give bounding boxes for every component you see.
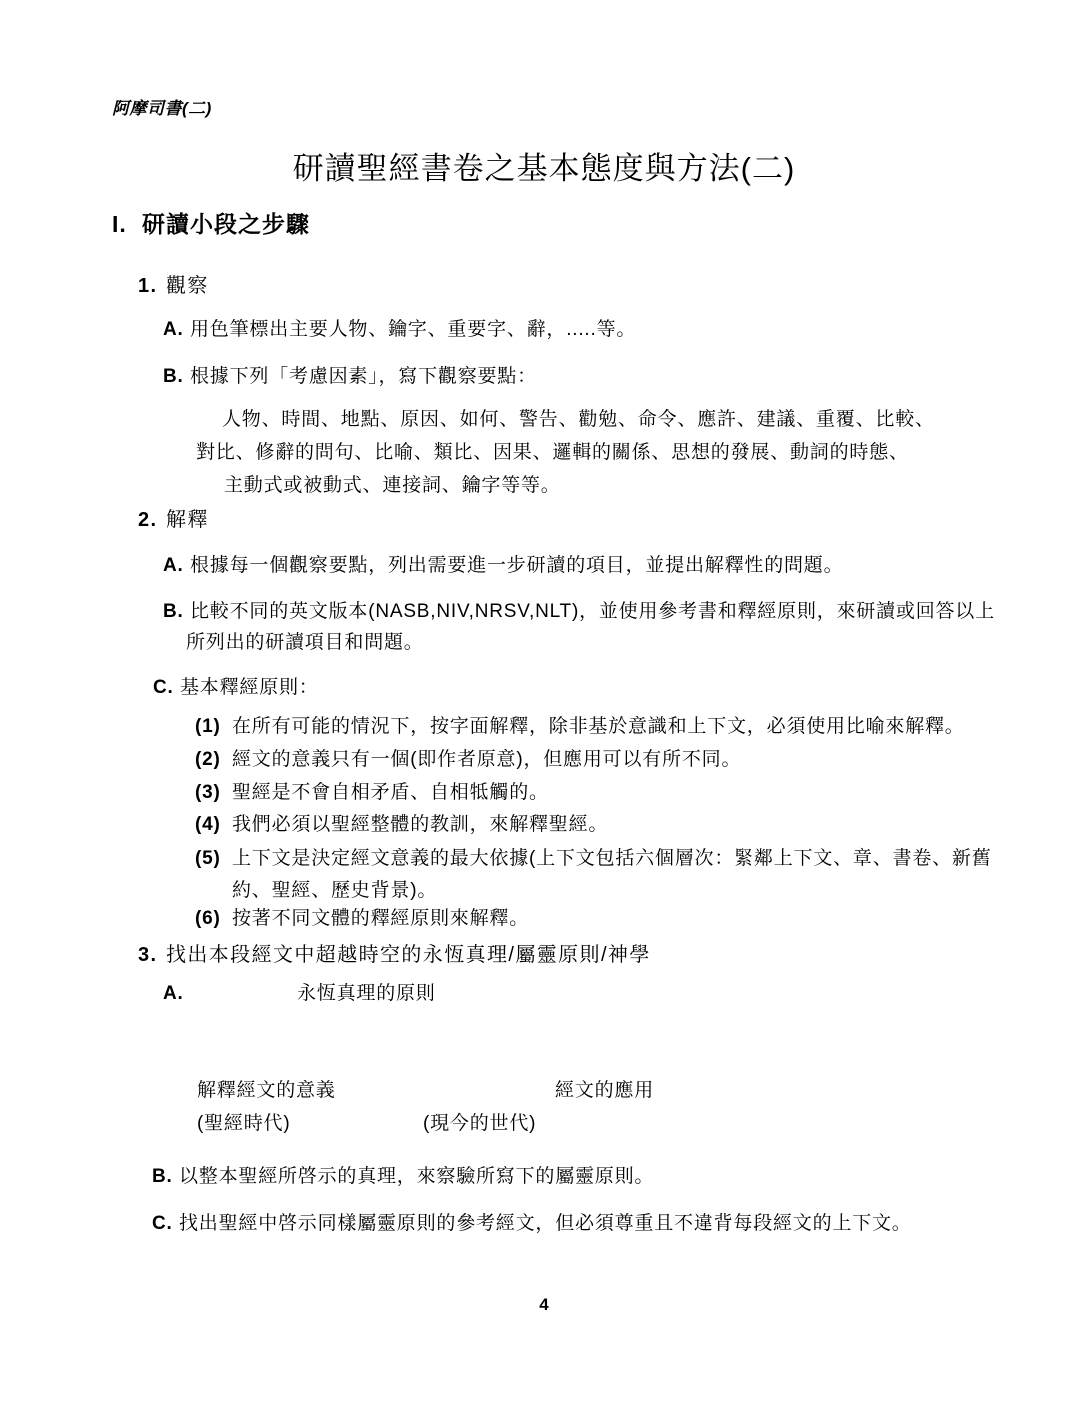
principle-3-text: 聖經是不會自相矛盾、自相牴觸的。 (232, 782, 549, 803)
item-a-label: A. (163, 555, 184, 576)
principle-3 (195, 782, 549, 804)
principle-1-text: 在所有可能的情況下，按字面解釋，除非基於意識和上下文，必須使用比喻來解釋。 (232, 716, 965, 737)
item-a-label: A. (163, 319, 184, 340)
item-c-text: 找出聖經中啓示同樣屬靈原則的參考經文，但必須尊重且不違背每段經文的上下文。 (179, 1213, 912, 1234)
item-b-text-line1: 比較不同的英文版本(NASB,NIV,NRSV,NLT)，並使用參考書和釋經原則，來研讀或回答以上 (190, 601, 995, 622)
step-2-item-a (163, 555, 843, 577)
item-a-text: 用色筆標出主要人物、鑰字、重要字、辭，.....等。 (190, 319, 637, 340)
section-label: I. (112, 211, 127, 237)
factors-line-2: 對比、修辭的問句、比喻、類比、因果、邏輯的關係、思想的發展、動詞的時態、 (196, 442, 909, 463)
principle-2-number: (2) (195, 749, 221, 770)
principle-5-number: (5) (195, 848, 221, 869)
principle-5-continuation: 約、聖經、歷史背景)。 (232, 880, 438, 901)
step-2-heading (138, 509, 209, 532)
step-2-item-c (153, 677, 319, 699)
column-right-subtitle: (現今的世代) (423, 1113, 537, 1134)
principle-4-number: (4) (195, 814, 221, 835)
item-a-text: 根據每一個觀察要點，列出需要進一步研讀的項目，並提出解釋性的問題。 (190, 555, 844, 576)
step-3-number: 3. (138, 944, 158, 966)
column-left-title: 解釋經文的意義 (197, 1080, 336, 1101)
item-b-text: 根據下列「考慮因素」，寫下觀察要點： (190, 366, 537, 387)
principle-5 (195, 848, 992, 870)
column-right-title: 經文的應用 (555, 1080, 655, 1101)
step-1-number: 1. (138, 275, 158, 297)
step-1-heading (138, 275, 209, 298)
principle-6 (195, 908, 529, 930)
step-3-heading (138, 944, 651, 967)
step-3-item-b (152, 1166, 654, 1188)
principle-4 (195, 814, 608, 836)
page-title: 研讀聖經書卷之基本態度與方法(二) (292, 151, 796, 186)
item-a-label: A. (163, 983, 184, 1004)
step-1-item-b (163, 366, 537, 388)
principle-2 (195, 749, 741, 771)
step-1-item-a (163, 319, 636, 341)
step-2-heading-text: 解釋 (166, 509, 209, 531)
principle-6-number: (6) (195, 908, 221, 929)
factors-line-1: 人物、時間、地點、原因、如何、警告、勸勉、命令、應許、建議、重覆、比較、 (222, 409, 935, 430)
principle-3-number: (3) (195, 782, 221, 803)
column-left-subtitle: (聖經時代) (197, 1113, 291, 1134)
item-b-text: 以整本聖經所啓示的真理，來察驗所寫下的屬靈原則。 (179, 1166, 655, 1187)
principle-5-text-line1: 上下文是決定經文意義的最大依據(上下文包括六個層次：緊鄰上下文、章、書卷、新舊 (232, 848, 992, 869)
section-heading (112, 211, 310, 237)
columns-title-row (197, 1080, 655, 1102)
principle-2-text: 經文的意義只有一個(即作者原意)，但應用可以有所不同。 (232, 749, 742, 770)
principle-4-text: 我們必須以聖經整體的教訓，來解釋聖經。 (232, 814, 609, 835)
item-c-text: 基本釋經原則： (180, 677, 319, 698)
factors-line-3: 主動式或被動式、連接詞、鑰字等等。 (224, 475, 561, 496)
item-c-label: C. (152, 1213, 173, 1234)
step-1-heading-text: 觀察 (166, 275, 209, 297)
columns-subtitle-row (197, 1113, 537, 1135)
step-2-item-b-continuation: 所列出的研讀項目和問題。 (186, 632, 424, 653)
item-b-label: B. (163, 601, 184, 622)
step-2-item-b (163, 601, 995, 623)
page-number: 4 (539, 1295, 549, 1314)
step-2-number: 2. (138, 509, 158, 531)
section-heading-text: 研讀小段之步驟 (142, 211, 310, 237)
principle-1-number: (1) (195, 716, 221, 737)
item-b-label: B. (152, 1166, 173, 1187)
step-3-item-a (163, 983, 436, 1005)
item-a-text: 永恆真理的原則 (297, 983, 436, 1004)
step-3-heading-text: 找出本段經文中超越時空的永恆真理/屬靈原則/神學 (166, 944, 651, 966)
principle-6-text: 按著不同文體的釋經原則來解釋。 (232, 908, 530, 929)
principle-1 (195, 716, 965, 738)
header-note: 阿摩司書(二) (112, 99, 212, 118)
item-b-label: B. (163, 366, 184, 387)
step-3-item-c (152, 1213, 912, 1235)
item-c-label: C. (153, 677, 174, 698)
